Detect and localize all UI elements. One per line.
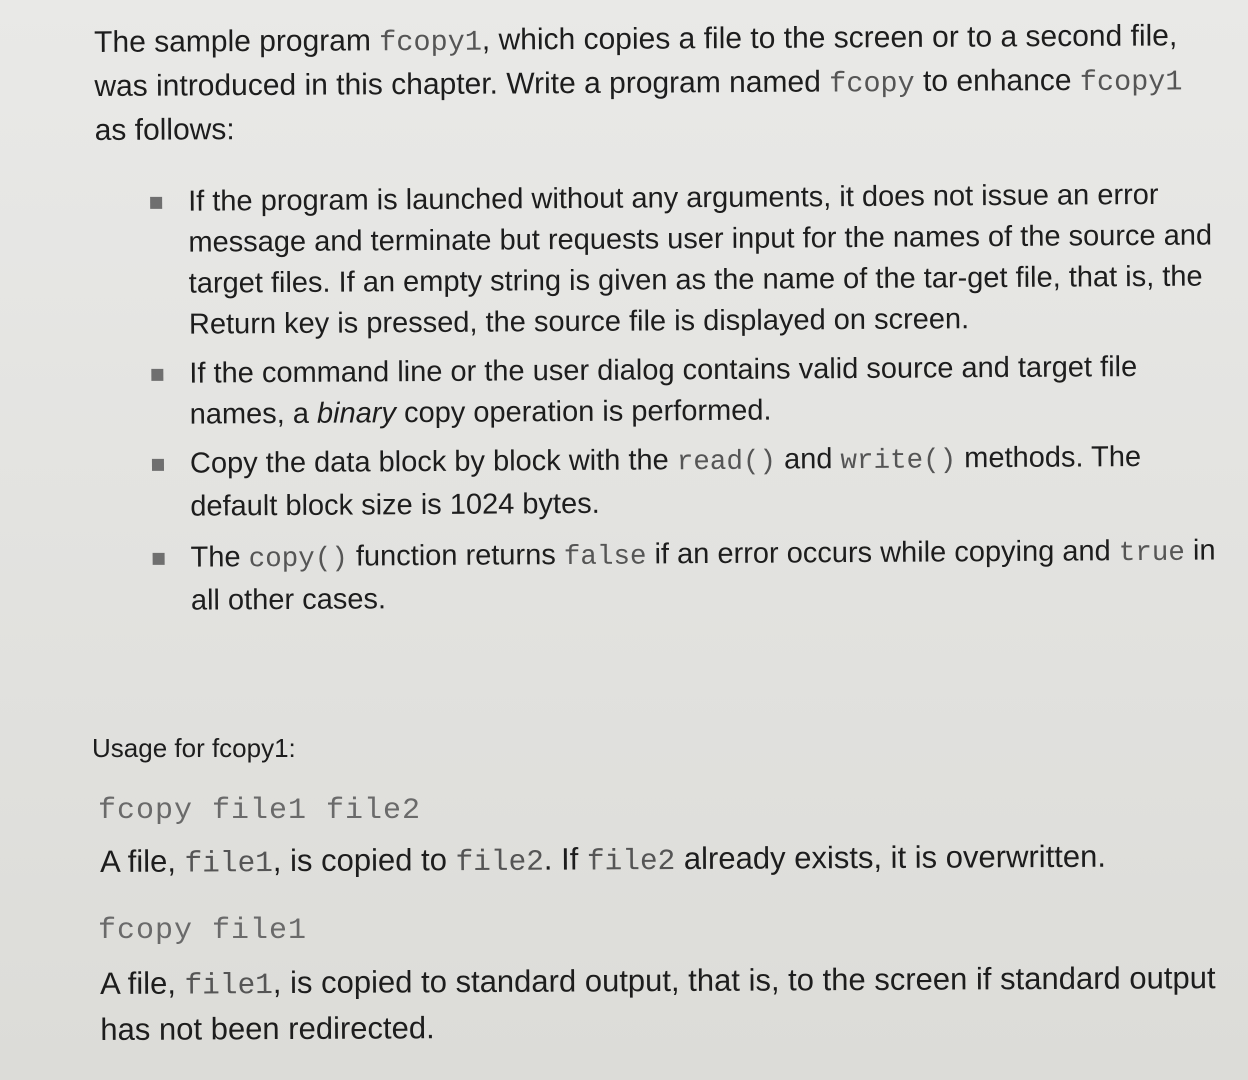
code-false: false bbox=[563, 541, 647, 574]
bullet-square-icon bbox=[151, 369, 163, 381]
list-item-text: copy operation is performed. bbox=[395, 394, 772, 430]
list-item bbox=[142, 436, 1223, 528]
list-item-text: if an error occurs while copying and bbox=[646, 535, 1119, 571]
description-text: A file, bbox=[100, 965, 185, 1001]
code-file2: file2 bbox=[586, 843, 676, 879]
intro-text: as follows: bbox=[94, 113, 235, 147]
usage-heading: Usage for fcopy1: bbox=[92, 733, 296, 763]
requirements-list bbox=[140, 174, 1223, 630]
description-text: . If bbox=[543, 841, 588, 877]
code-file1: file1 bbox=[184, 968, 273, 1003]
list-item-text: The bbox=[190, 541, 249, 574]
code-true: true bbox=[1118, 537, 1186, 570]
bullet-square-icon bbox=[153, 553, 165, 565]
code-file2: file2 bbox=[455, 844, 544, 880]
code-file1: file1 bbox=[184, 846, 273, 881]
bullet-square-icon bbox=[150, 197, 162, 209]
list-item-text: methods. The default block size is 1024 bytes. bbox=[190, 441, 1142, 523]
code-fcopy: fcopy bbox=[829, 66, 915, 101]
intro-text: The sample program bbox=[94, 24, 380, 59]
list-item-text: If the command line or the user dialog contains valid source and target file names, a bbox=[189, 351, 1138, 431]
list-item-text: Copy the data block by block with the bbox=[189, 444, 677, 480]
intro-text: , which copies a file to the screen or to a second file, was introduced in this chapter. Write a program named bbox=[94, 19, 1178, 103]
emphasis-binary: binary bbox=[316, 397, 397, 430]
code-read: read() bbox=[676, 446, 777, 479]
list-item-text: If the program is launched without any arguments, it does not issue an error message and terminate but requests user input for the names of the source and target files. If an empty string is given as the name of the tar-get file, that is, the Return key is pressed, the source file is displayed on screen. bbox=[188, 178, 1213, 341]
intro-text: to enhance bbox=[914, 63, 1080, 98]
code-copy: copy() bbox=[248, 543, 348, 576]
list-item-text: and bbox=[775, 443, 841, 476]
description-text: already exists, it is overwritten. bbox=[675, 838, 1107, 876]
usage-code-line: fcopy file1 bbox=[98, 914, 308, 948]
list-item-text: in all other cases. bbox=[190, 534, 1216, 617]
list-item bbox=[140, 174, 1221, 346]
usage-code-line: fcopy file1 file2 bbox=[98, 794, 422, 828]
list-item bbox=[141, 346, 1222, 436]
usage-description bbox=[100, 956, 1220, 1052]
description-text: A file, bbox=[100, 843, 185, 879]
description-text: , is copied to bbox=[272, 842, 456, 879]
usage-description bbox=[100, 834, 1220, 886]
list-item bbox=[142, 530, 1223, 622]
code-fcopy1: fcopy1 bbox=[379, 25, 482, 60]
list-item-text: function returns bbox=[347, 539, 564, 573]
intro-paragraph bbox=[94, 15, 1195, 152]
description-text: , is copied to standard output, that is, to the screen if standard output has not been redirected. bbox=[100, 960, 1216, 1047]
code-fcopy1: fcopy1 bbox=[1079, 65, 1183, 99]
code-write: write() bbox=[840, 445, 957, 478]
bullet-square-icon bbox=[152, 459, 164, 471]
